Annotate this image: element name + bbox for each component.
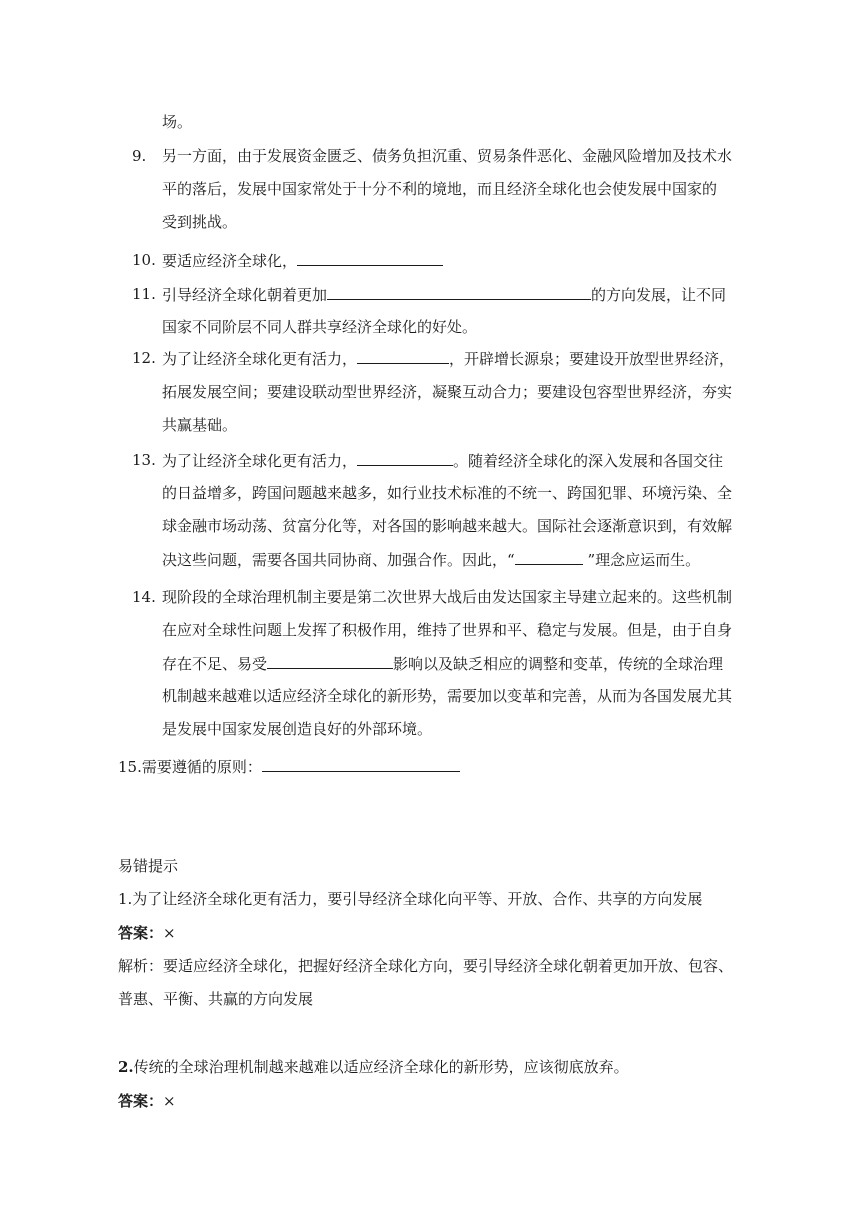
item-text-line: 受到挑战。 xyxy=(162,213,238,231)
item-text-line: 拓展发展空间；要建设联动型世界经济，凝聚互动合力；要建设包容型世界经济，夯实 xyxy=(162,383,733,401)
fill-in-blank[interactable] xyxy=(357,348,449,364)
fill-in-blank[interactable] xyxy=(297,250,443,266)
item-text-line: 的日益增多，跨国问题越来越多，如行业技术标准的不统一、跨国犯罪、环境污染、全 xyxy=(162,484,733,502)
item-text-line xyxy=(162,653,723,674)
fill-in-blank[interactable] xyxy=(327,284,591,300)
item-text-line: 现阶段的全球治理机制主要是第二次世界大战后由发达国家主导建立起来的。这些机制 xyxy=(162,588,733,606)
question-number: 2. xyxy=(118,1058,134,1076)
item-text-line xyxy=(162,284,726,305)
answer-label: 答案： xyxy=(118,1092,164,1110)
item-text-line: 机制越来越难以适应经济全球化的新形势，需要加以变革和完善，从而为各国发展尤其 xyxy=(162,687,733,705)
item-text-line: 国家不同阶层不同人群共享经济全球化的好处。 xyxy=(162,318,478,336)
item-number: 14. xyxy=(132,588,156,606)
answer-value: × xyxy=(163,1092,176,1110)
item-number: 12. xyxy=(132,349,156,367)
tip-answer-2 xyxy=(118,1091,176,1111)
item-text-line: 球金融市场动荡、贫富分化等，对各国的影响越来越大。国际社会逐渐意识到，有效解 xyxy=(162,517,733,535)
item-text-line: 在应对全球性问题上发挥了积极作用，维持了世界和平、稳定与发展。但是，由于自身 xyxy=(162,621,733,639)
fill-in-blank[interactable] xyxy=(515,549,583,565)
item-number: 9. xyxy=(132,147,147,165)
item-text: 决这些问题，需要各国共同协商、加强合作。因此，“ xyxy=(162,551,515,569)
item-number: 10. xyxy=(132,251,156,269)
item-text-line: 共赢基础。 xyxy=(162,416,238,434)
tips-heading: 易错提示 xyxy=(118,857,179,875)
tip-question-2 xyxy=(118,1057,629,1077)
answer-value: × xyxy=(163,924,176,942)
item-text-line xyxy=(162,348,734,369)
item-text: 的方向发展，让不同 xyxy=(591,286,727,304)
item-text: 存在不足、易受 xyxy=(162,655,268,673)
item-text-line: 另一方面，由于发展资金匮乏、债务负担沉重、贸易条件恶化、金融风险增加及技术水 xyxy=(162,147,733,165)
item-text-line: 是发展中国家发展创造良好的外部环境。 xyxy=(162,720,433,738)
item-text-line xyxy=(162,250,443,271)
item-number: 11. xyxy=(132,285,156,303)
tip-analysis-1-line: 解析：要适应经济全球化，把握好经济全球化方向，要引导经济全球化朝着更加开放、包容、 xyxy=(118,957,734,975)
item-8-continuation: 场。 xyxy=(162,113,193,131)
item-text-line: 平的落后，发展中国家常处于十分不利的境地，而且经济全球化也会使发展中国家的 xyxy=(162,180,718,198)
tip-analysis-1-line: 普惠、平衡、共赢的方向发展 xyxy=(118,990,314,1008)
item-text: 引导经济全球化朝着更加 xyxy=(162,286,328,304)
item-text: ，开辟增长源泉；要建设开放型世界经济， xyxy=(449,350,735,368)
item-text-line xyxy=(162,450,723,471)
item-text-line xyxy=(118,756,460,777)
tip-question-1: 1.为了让经济全球化更有活力，要引导经济全球化向平等、开放、合作、共享的方向发展 xyxy=(118,890,703,908)
question-text: 传统的全球治理机制越来越难以适应经济全球化的新形势，应该彻底放弃。 xyxy=(133,1058,629,1076)
tip-answer-1 xyxy=(118,923,176,943)
item-text-line xyxy=(162,549,700,570)
item-number: 13. xyxy=(132,451,156,469)
fill-in-blank[interactable] xyxy=(267,653,393,669)
fill-in-blank[interactable] xyxy=(357,450,453,466)
item-text: 15.需要遵循的原则： xyxy=(118,758,262,776)
answer-label: 答案： xyxy=(118,924,164,942)
item-text: 。随着经济全球化的深入发展和各国交往 xyxy=(453,452,724,470)
fill-in-blank[interactable] xyxy=(262,756,460,772)
item-text: 要适应经济全球化， xyxy=(162,252,298,270)
item-text: ”理念应运而生。 xyxy=(582,551,701,569)
item-text: 为了让经济全球化更有活力， xyxy=(162,350,358,368)
item-text: 影响以及缺乏相应的调整和变革，传统的全球治理 xyxy=(393,655,724,673)
item-text: 为了让经济全球化更有活力， xyxy=(162,452,358,470)
